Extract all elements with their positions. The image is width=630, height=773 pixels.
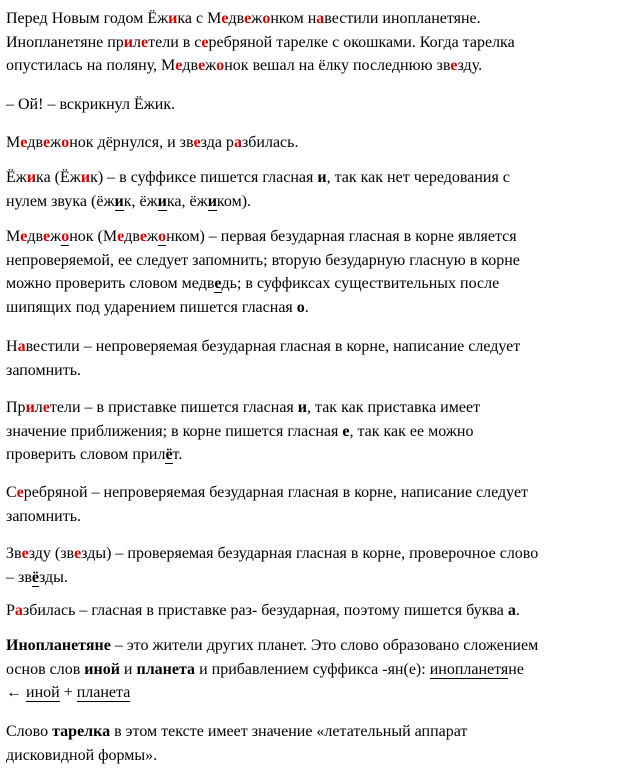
- story-line-3: опустилась на поляну, Медвежонок вешал на ёлку последнюю звезду.: [6, 57, 483, 74]
- note-tarelka: Слово тарелка в этом тексте имеет значение «летательный аппарат дисковидной формы».: [6, 723, 468, 764]
- note-zvezdu: Звезду (звезды) – проверяемая безударная гласная в корне, проверочное слово – звёзды.: [6, 545, 539, 586]
- note-ezhik: Ёжика (Ёжик) – в суффиксе пишется гласная и, так как нет чередования с нулем звука (ёжик, ёжика, ёжиком).: [6, 169, 510, 210]
- note-navestili: Навестили – непроверяемая безударная гласная в корне, написание следует запомнить.: [6, 338, 521, 379]
- story-line-2: Инопланетяне прилетели в серебряной тарелке с окошками. Когда тарелка: [6, 33, 515, 51]
- story-dialogue: – Ой! – вскрикнул Ёжик.: [6, 96, 176, 113]
- story-line-1: Перед Новым годом Ёжика с Медвежонком навестили инопланетяне.: [6, 10, 481, 27]
- note-medvezhonok: Медвежонок (Медвежонком) – первая безударная гласная в корне является непроверяемой, ее следует запомнить; вторую безударную гласную в корне можно проверить словом медведь; в суффиксах существительных после шипящих под ударением пишется гласная о.: [6, 228, 520, 316]
- story-paragraph: [6, 7, 626, 78]
- note-serebryanoy: Серебряной – непроверяемая безударная гласная в корне, написание следует запомнить.: [6, 484, 529, 525]
- story-sentence: Медвежонок дёрнулся, и звезда разбилась.: [6, 134, 299, 151]
- note-prileteli: Прилетели – в приставке пишется гласная и, так как приставка имеет значение приближения; в корне пишется гласная е, так как ее можно проверить словом прилёт.: [6, 399, 481, 463]
- note-inoplanetyane: Инопланетяне – это жители других планет. Это слово образовано сложением основ слов иной и планета и прибавлением суффикса -ян(е): инопланетяне ← иной + планета: [6, 637, 539, 701]
- note-razbilas: Разбилась – гласная в приставке раз- безударная, поэтому пишется буква а.: [6, 602, 520, 619]
